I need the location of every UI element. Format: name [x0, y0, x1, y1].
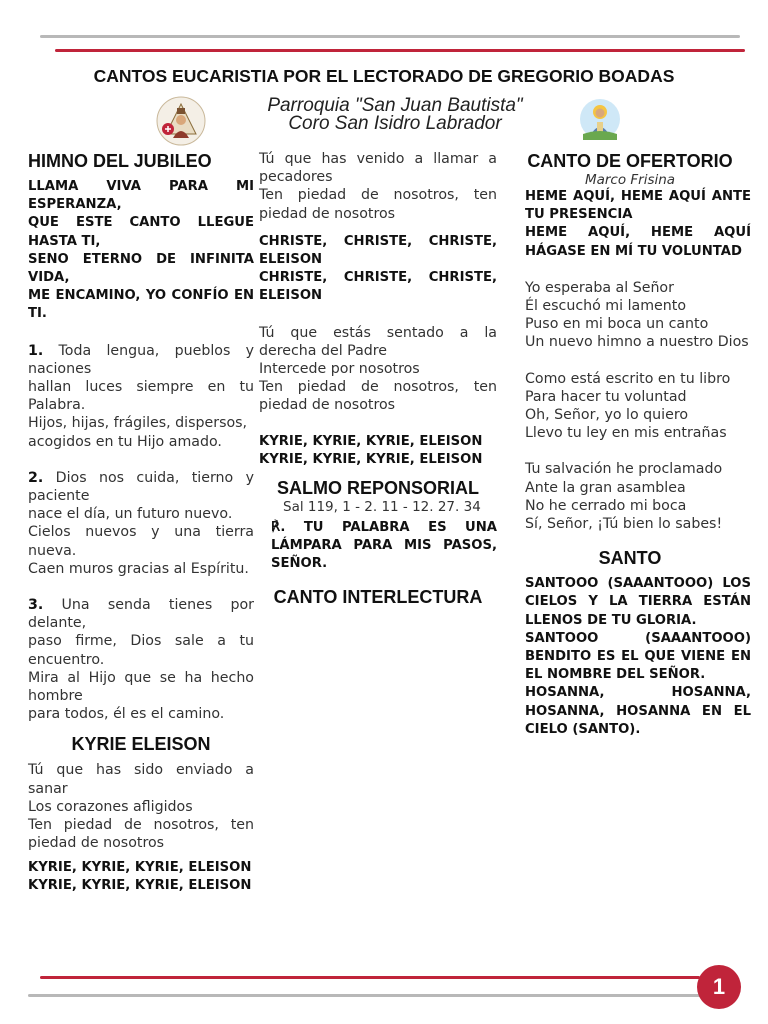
- bottom-red-rule: [40, 976, 700, 979]
- kyrie-response-2: KYRIE, KYRIE, KYRIE, ELEISON KYRIE, KYRIE, KYRIE, ELEISON: [259, 433, 483, 467]
- top-grey-rule: [40, 35, 740, 38]
- santo-lyrics: SANTOOO (SAAANTOOO) LOS CIELOS Y LA TIERRA ESTÁN LLENOS DE TU GLORIA. SANTOOO (SAAANTOOO) BENDITO ES EL QUE VIENE EN EL NOMBRE DEL SEÑOR. HOSANNA, HOSANNA, HOSANNA, HOSANNA EN EL CIELO (SANTO).: [525, 576, 751, 737]
- salmo-title: SALMO REPONSORIAL: [276, 478, 479, 499]
- document-title: CANTOS EUCARISTIA POR EL LECTORADO DE GREGORIO BOADAS: [93, 66, 675, 86]
- himno-verse-3: 3. Una senda tienes por delante, paso firme, Dios sale a tu encuentro. Mira al Hijo que se ha hecho hombre para todos, él es el camino.: [28, 597, 254, 723]
- kyrie-response-1: KYRIE, KYRIE, KYRIE, ELEISON KYRIE, KYRIE, KYRIE, ELEISON: [28, 859, 252, 893]
- kyrie-verse-1: Tú que has sido enviado a sanar Los corazones afligidos Ten piedad de nosotros, ten piedad de nosotros: [28, 762, 254, 852]
- ofertorio-verse-3: Tu salvación he proclamado Ante la gran asamblea No he cerrado mi boca Sí, Señor, ¡Tú bien lo sabes!: [525, 461, 723, 533]
- himno-verse-2: 2. Dios nos cuida, tierno y paciente nace el día, un futuro nuevo. Cielos nuevos y una tierra nueva. Caen muros gracias al Espíritu.: [28, 469, 255, 577]
- christe-response: CHRISTE, CHRISTE, CHRISTE, ELEISON CHRISTE, CHRISTE, CHRISTE, ELEISON: [259, 233, 497, 304]
- himno-title: HIMNO DEL JUBILEO: [28, 151, 212, 171]
- himno-chorus: LLAMA VIVA PARA MI ESPERANZA, QUE ESTE CANTO LLEGUE HASTA TI, SENO ETERNO DE INFINITA VIDA, ME ENCAMINO, YO CONFÍO EN TI.: [28, 179, 254, 322]
- ofertorio-title: CANTO DE OFERTORIO: [527, 151, 733, 171]
- ofertorio-author: Marco Frisina: [584, 172, 676, 188]
- column-3: [509, 150, 751, 739]
- santo-title: SANTO: [598, 548, 662, 569]
- choir-name: Coro San Isidro Labrador: [288, 113, 502, 134]
- kyrie-title: KYRIE ELEISON: [71, 734, 211, 755]
- ofertorio-verse-2: Como está escrito en tu libro Para hacer tu voluntad Oh, Señor, yo lo quiero Llevo tu ley en mis entrañas: [525, 370, 731, 442]
- column-2: [259, 150, 497, 608]
- salmo-response: ℟. TU PALABRA ES UNA LÁMPARA PARA MIS PASOS, SEÑOR.: [271, 520, 497, 572]
- top-red-rule: [55, 49, 745, 52]
- interlectura-title: CANTO INTERLECTURA: [273, 586, 483, 607]
- page-number-badge: 1: [697, 965, 741, 1009]
- column-1: [28, 150, 254, 895]
- bottom-grey-rule: [28, 994, 703, 997]
- salmo-reference: Sal 119, 1 - 2. 11 - 12. 27. 34: [283, 499, 481, 516]
- ofertorio-chorus: HEME AQUÍ, HEME AQUÍ ANTE TU PRESENCIA HEME AQUÍ, HEME AQUÍ HÁGASE EN MÍ TU VOLUNTAD: [525, 189, 751, 259]
- kyrie-verse-2: Tú que has venido a llamar a pecadores Ten piedad de nosotros, ten piedad de nosotros: [259, 151, 497, 222]
- himno-verse-1: 1. Toda lengua, pueblos y naciones hallan luces siempre en tu Palabra. Hijos, hijas, frágiles, dispersos, acogidos en tu Hijo amado.: [28, 342, 255, 450]
- kyrie-verse-3: Tú que estás sentado a la derecha del Padre Intercede por nosotros Ten piedad de nosotros, ten piedad de nosotros: [259, 324, 497, 414]
- ofertorio-verse-1: Yo esperaba al Señor Él escuchó mi lamento Puso en mi boca un canto Un nuevo himno a nuestro Dios: [525, 279, 749, 351]
- parish-name: Parroquia "San Juan Bautista": [267, 95, 523, 116]
